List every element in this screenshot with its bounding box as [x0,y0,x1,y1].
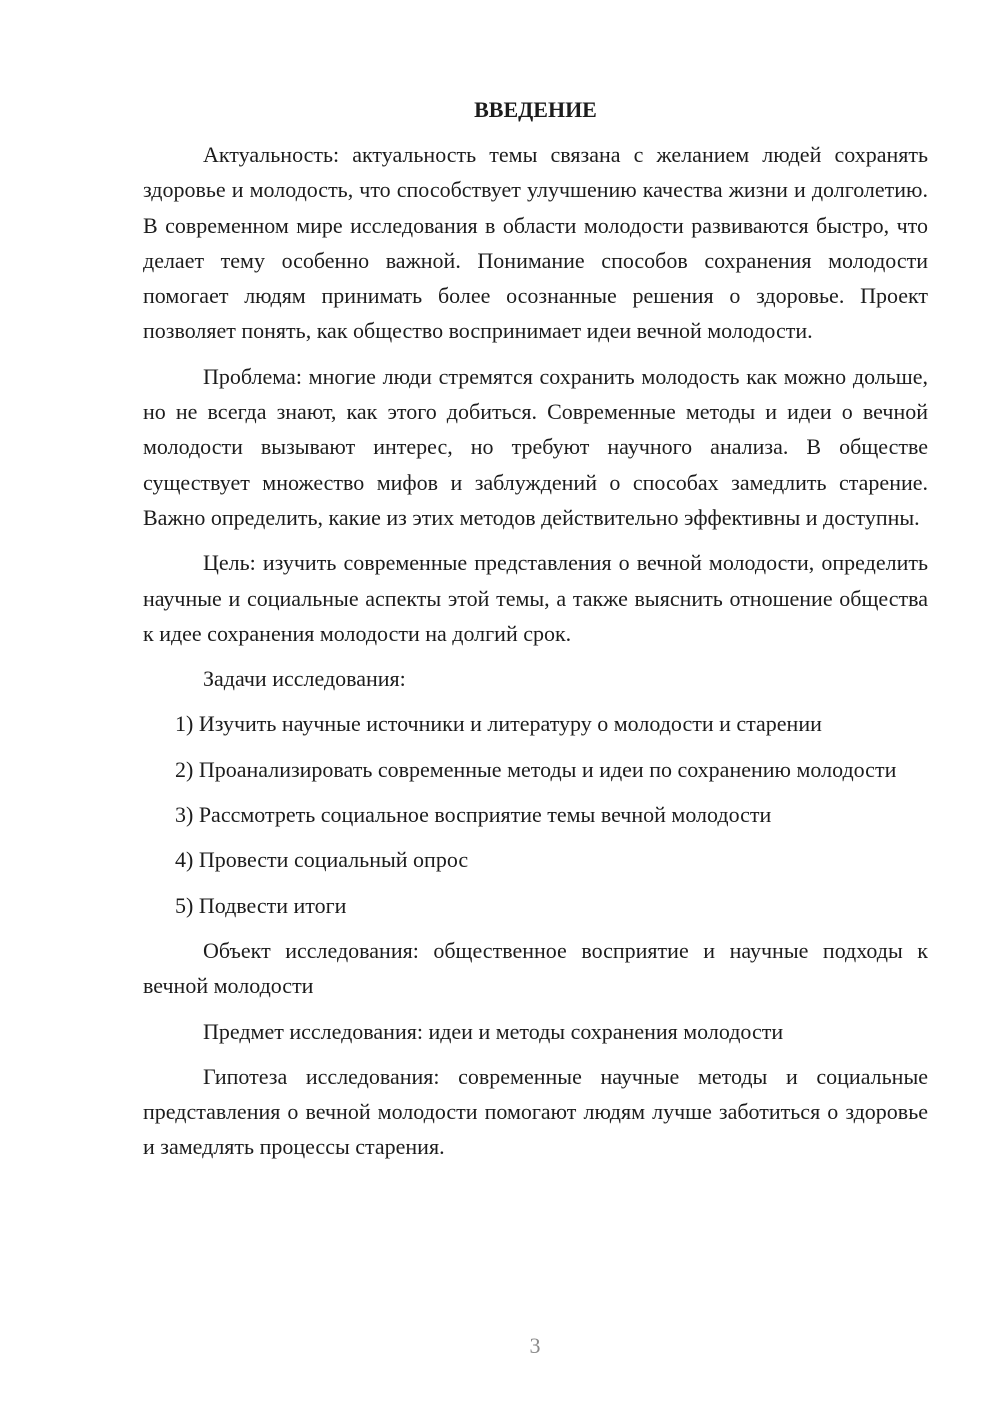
subject-paragraph: Предмет исследования: идеи и методы сохранения молодости [203,1018,784,1044]
goal-paragraph: Цель: изучить современные представления о вечной молодости, определить научные и социальные аспекты этой темы, а также выяснить отношение общества к идее сохранения молодости на долгий срок. [143,550,928,646]
task-item-3: 3) Рассмотреть социальное восприятие темы вечной молодости [175,802,772,828]
task-item-1: 1) Изучить научные источники и литературу о молодости и старении [175,711,822,737]
relevance-paragraph: Актуальность: актуальность темы связана с желанием людей сохранять здоровье и молодость, что способствует улучшению качества жизни и долголетию. В современном мире исследования в области молодости развиваются быстро, что делает тему особенно важной. Понимание способов сохранения молодости помогает людям принимать более осознанные решения о здоровье. Проект позволяет понять, как общество воспринимает идеи вечной молодости. [143,142,928,344]
section-title: ВВЕДЕНИЕ [474,97,597,122]
task-item-4: 4) Провести социальный опрос [175,847,469,873]
hypothesis-paragraph: Гипотеза исследования: современные научные методы и социальные представления о вечной молодости помогают людям лучше заботиться о здоровье и замедлять процессы старения. [143,1063,928,1160]
page-number: 3 [529,1333,541,1358]
document-body [143,95,928,1175]
problem-paragraph: Проблема: многие люди стремятся сохранить молодость как можно дольше, но не всегда знают, как этого добиться. Современные методы и идеи о вечной молодости вызывают интерес, но требуют научного анализа. В обществе существует множество мифов и заблуждений о способах замедлить старение. Важно определить, какие из этих методов действительно эффективны и доступны. [143,363,928,530]
task-item-2: 2) Проанализировать современные методы и идеи по сохранению молодости [175,756,897,782]
task-item-5: 5) Подвести итоги [175,892,347,918]
object-paragraph: Объект исследования: общественное восприятие и научные подходы к вечной молодости [143,937,928,999]
tasks-heading: Задачи исследования: [203,666,406,692]
